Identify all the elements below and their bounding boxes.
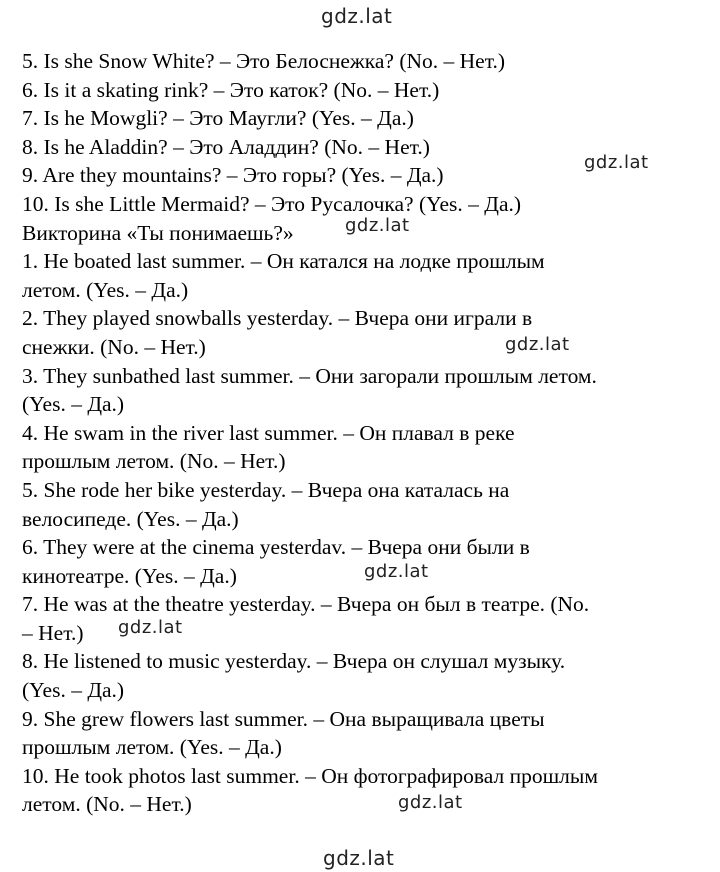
watermark-overlay: gdz.lat: [505, 334, 570, 355]
text-line: 4. He swam in the river last summer. – Он плавал в реке: [22, 420, 515, 445]
text-line: (Yes. – Да.): [22, 392, 125, 417]
watermark-overlay: gdz.lat: [584, 152, 649, 173]
text-line: снежки. (No. – Нет.): [22, 334, 206, 359]
text-line: 6. Is it a skating rink? – Это каток? (No. – Нет.): [22, 77, 440, 102]
text-line: велосипеде. (Yes. – Да.): [22, 506, 239, 531]
text-line: 10. He took photos last summer. – Он фотографировал прошлым: [22, 763, 598, 788]
text-line: (Yes. – Да.): [22, 678, 125, 703]
watermark-overlay: gdz.lat: [398, 792, 463, 813]
watermark-overlay: gdz.lat: [118, 617, 183, 638]
watermark-top: gdz.lat: [321, 4, 393, 28]
section-heading: Викторина «Ты понимаешь?»: [22, 220, 294, 245]
text-line: 8. He listened to music yesterday. – Вчера он слушал музыку.: [22, 649, 566, 674]
text-line: 2. They played snowballs yesterday. – Вчера они играли в: [22, 306, 533, 331]
text-line: прошлым летом. (No. – Нет.): [22, 449, 286, 474]
watermark-overlay: gdz.lat: [345, 215, 410, 236]
watermark-overlay: gdz.lat: [364, 561, 429, 582]
text-line: 6. They were at the cinema yesterdav. – Вчера они были в: [22, 535, 530, 560]
text-line: летом. (No. – Нет.): [22, 792, 192, 817]
text-line: 10. Is she Little Mermaid? – Это Русалочка? (Yes. – Да.): [22, 191, 522, 216]
text-line: 1. He boated last summer. – Он катался на лодке прошлым: [22, 249, 545, 274]
text-line: – Нет.): [22, 620, 84, 645]
text-line: 7. He was at the theatre yesterday. – Вчера он был в театре. (No.: [22, 592, 590, 617]
text-line: 5. She rode her bike yesterday. – Вчера она каталась на: [22, 477, 510, 502]
text-line: 7. Is he Mowgli? – Это Маугли? (Yes. – Да.): [22, 106, 414, 131]
text-line: 9. She grew flowers last summer. – Она выращивала цветы: [22, 706, 545, 731]
text-line: 3. They sunbathed last summer. – Они загорали прошлым летом.: [22, 363, 597, 388]
text-line: 9. Are they mountains? – Это горы? (Yes. – Да.): [22, 163, 444, 188]
text-line: летом. (Yes. – Да.): [22, 277, 189, 302]
text-line: прошлым летом. (Yes. – Да.): [22, 735, 282, 760]
text-line: 8. Is he Aladdin? – Это Аладдин? (No. – Нет.): [22, 134, 430, 159]
text-line: 5. Is she Snow White? – Это Белоснежка? (No. – Нет.): [22, 49, 506, 73]
text-line: кинотеатре. (Yes. – Да.): [22, 563, 237, 588]
watermark-bottom: gdz.lat: [323, 846, 395, 870]
